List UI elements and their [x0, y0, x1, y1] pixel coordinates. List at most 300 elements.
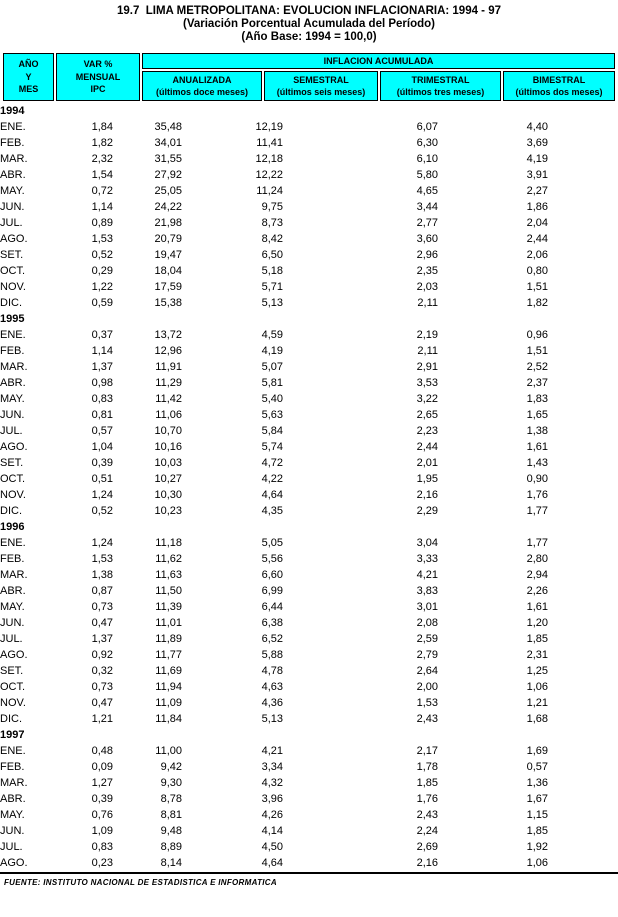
filler-cell: [548, 631, 618, 647]
month-label: DIC.: [0, 505, 22, 517]
value-cell: 0,39: [91, 793, 113, 805]
month-label: NOV.: [0, 489, 26, 501]
value-cell: 1,14: [91, 201, 113, 213]
value-cell: 2,65: [416, 409, 438, 421]
month-label: AGO.: [0, 441, 28, 453]
value-cell: 0,90: [526, 473, 548, 485]
value-cell: 1,22: [91, 281, 113, 293]
value-cell: 2,43: [416, 713, 438, 725]
filler-cell: [548, 343, 618, 359]
month-label: DIC.: [0, 713, 22, 725]
value-cell: 21,98: [154, 217, 182, 229]
value-cell: 11,63: [155, 569, 182, 581]
month-label: ENE.: [0, 121, 26, 133]
table-row: [0, 231, 618, 247]
filler-cell: [548, 183, 618, 199]
value-cell: 1,65: [526, 409, 548, 421]
value-cell: 5,63: [261, 409, 283, 421]
filler-cell: [548, 567, 618, 583]
value-cell: 11,41: [256, 137, 283, 149]
value-cell: 11,94: [155, 681, 182, 693]
filler-cell: [548, 695, 618, 711]
filler-cell: [548, 471, 618, 487]
month-label: ABR.: [0, 377, 26, 389]
table-row: [0, 583, 618, 599]
value-cell: 3,69: [526, 137, 548, 149]
year-label: 1997: [0, 729, 25, 741]
table-row: [0, 135, 618, 151]
value-cell: 15,38: [154, 297, 182, 309]
filler-cell: [548, 663, 618, 679]
value-cell: 2,91: [416, 361, 438, 373]
value-cell: 2,16: [416, 489, 438, 501]
value-cell: 0,73: [91, 601, 113, 613]
value-cell: 2,44: [526, 233, 548, 245]
value-cell: 3,34: [261, 761, 283, 773]
value-cell: 2,77: [416, 217, 438, 229]
filler-cell: [548, 391, 618, 407]
value-cell: 8,89: [160, 841, 182, 853]
value-cell: 3,96: [261, 793, 283, 805]
month-label: NOV.: [0, 281, 26, 293]
value-cell: 1,86: [526, 201, 548, 213]
value-cell: 1,54: [91, 169, 113, 181]
header-line: VAR %: [83, 59, 113, 70]
value-cell: 1,61: [526, 601, 548, 613]
table-row: [0, 183, 618, 199]
value-cell: 5,40: [261, 393, 283, 405]
value-cell: 1,53: [416, 697, 438, 709]
month-label: OCT.: [0, 265, 26, 277]
value-cell: 11,77: [155, 649, 182, 661]
table-row: [0, 503, 618, 519]
value-cell: 0,47: [91, 697, 113, 709]
value-cell: 1,69: [526, 745, 548, 757]
value-cell: 2,94: [526, 569, 548, 581]
value-cell: 1,85: [416, 777, 438, 789]
subcol-name: BIMESTRAL: [532, 74, 586, 85]
filler-cell: [548, 295, 618, 311]
value-cell: 1,84: [91, 121, 113, 133]
subcol-note: (últimos dos meses): [515, 87, 603, 97]
value-cell: 1,83: [526, 393, 548, 405]
value-cell: 6,52: [261, 633, 283, 645]
filler-cell: [548, 775, 618, 791]
value-cell: 1,24: [91, 489, 113, 501]
month-label: FEB.: [0, 345, 25, 357]
value-cell: 3,33: [416, 553, 438, 565]
value-cell: 4,50: [261, 841, 283, 853]
value-cell: 11,29: [155, 377, 182, 389]
table-row: [0, 119, 618, 135]
month-label: MAY.: [0, 393, 25, 405]
value-cell: 12,19: [255, 121, 283, 133]
value-cell: 1,95: [416, 473, 438, 485]
month-label: AGO.: [0, 233, 28, 245]
value-cell: 4,21: [416, 569, 438, 581]
value-cell: 0,51: [91, 473, 113, 485]
value-cell: 27,92: [154, 169, 182, 181]
subcol-note: (últimos doce meses): [155, 87, 248, 97]
value-cell: 1,38: [526, 425, 548, 437]
value-cell: 0,83: [91, 841, 113, 853]
month-label: MAY.: [0, 809, 25, 821]
month-label: SET.: [0, 665, 24, 677]
value-cell: 11,89: [155, 633, 182, 645]
value-cell: 13,72: [154, 329, 182, 341]
value-cell: 4,72: [261, 457, 283, 469]
value-cell: 4,19: [526, 153, 548, 165]
filler-cell: [548, 215, 618, 231]
filler-cell: [548, 359, 618, 375]
value-cell: 1,15: [526, 809, 548, 821]
table-header: [3, 53, 615, 101]
value-cell: 2,37: [526, 377, 548, 389]
filler-cell: [548, 151, 618, 167]
value-cell: 5,74: [261, 441, 283, 453]
year-row: [0, 519, 618, 535]
header-subcol-semestral: [264, 71, 378, 101]
value-cell: 0,47: [91, 617, 113, 629]
value-cell: 8,73: [261, 217, 283, 229]
filler-cell: [548, 199, 618, 215]
month-label: SET.: [0, 457, 24, 469]
filler-cell: [548, 807, 618, 823]
value-cell: 2,01: [416, 457, 438, 469]
value-cell: 12,18: [255, 153, 283, 165]
table-row: [0, 551, 618, 567]
value-cell: 2,11: [417, 345, 438, 357]
value-cell: 4,36: [261, 697, 283, 709]
header-group-inflacion-acumulada: [142, 53, 615, 101]
month-label: ABR.: [0, 585, 26, 597]
value-cell: 2,27: [526, 185, 548, 197]
value-cell: 1,38: [91, 569, 113, 581]
header-cell-year-month: [3, 53, 54, 101]
filler-cell: [548, 487, 618, 503]
value-cell: 34,01: [154, 137, 182, 149]
header-subcol-trimestral: [380, 71, 501, 101]
value-cell: 4,63: [261, 681, 283, 693]
filler-cell: [548, 599, 618, 615]
value-cell: 10,30: [154, 489, 182, 501]
value-cell: 9,75: [261, 201, 283, 213]
table-row: [0, 487, 618, 503]
table-row: [0, 535, 618, 551]
header-subcol-anualizada: [142, 71, 262, 101]
value-cell: 11,39: [155, 601, 182, 613]
filler-cell: [548, 791, 618, 807]
header-group-title: INFLACION ACUMULADA: [142, 53, 615, 69]
month-label: JUL.: [0, 425, 23, 437]
value-cell: 0,52: [91, 505, 113, 517]
value-cell: 2,03: [416, 281, 438, 293]
month-label: NOV.: [0, 697, 26, 709]
page-subtitle-1: (Variación Porcentual Acumulada del Período): [183, 18, 435, 30]
value-cell: 2,69: [416, 841, 438, 853]
value-cell: 0,87: [91, 585, 113, 597]
month-label: FEB.: [0, 761, 25, 773]
value-cell: 0,98: [91, 377, 113, 389]
value-cell: 1,36: [526, 777, 548, 789]
filler-cell: [548, 503, 618, 519]
value-cell: 1,78: [416, 761, 438, 773]
value-cell: 3,83: [416, 585, 438, 597]
month-label: MAR.: [0, 153, 28, 165]
value-cell: 24,22: [154, 201, 182, 213]
filler-cell: [548, 823, 618, 839]
month-label: MAR.: [0, 361, 28, 373]
table-row: [0, 327, 618, 343]
table-row: [0, 359, 618, 375]
month-label: FEB.: [0, 553, 25, 565]
value-cell: 5,81: [261, 377, 283, 389]
table-row: [0, 247, 618, 263]
month-label: OCT.: [0, 473, 26, 485]
value-cell: 10,03: [154, 457, 182, 469]
value-cell: 0,76: [91, 809, 113, 821]
year-row: [0, 103, 618, 119]
table-row: [0, 471, 618, 487]
table-row: [0, 679, 618, 695]
subcol-name: ANUALIZADA: [172, 74, 232, 85]
value-cell: 4,19: [261, 345, 283, 357]
value-cell: 2,79: [416, 649, 438, 661]
value-cell: 11,50: [155, 585, 182, 597]
value-cell: 2,17: [416, 745, 438, 757]
value-cell: 8,78: [160, 793, 182, 805]
filler-cell: [548, 759, 618, 775]
table-row: [0, 567, 618, 583]
table-row: [0, 375, 618, 391]
value-cell: 11,42: [155, 393, 182, 405]
value-cell: 2,16: [416, 857, 438, 869]
month-label: AGO.: [0, 649, 28, 661]
inflation-table: [0, 103, 618, 871]
value-cell: 1,67: [526, 793, 548, 805]
table-row: [0, 407, 618, 423]
table-row: [0, 439, 618, 455]
value-cell: 6,30: [416, 137, 438, 149]
value-cell: 10,23: [154, 505, 182, 517]
header-line: MENSUAL: [75, 71, 121, 82]
year-row: [0, 727, 618, 743]
value-cell: 11,18: [155, 537, 182, 549]
subcol-name: TRIMESTRAL: [411, 74, 470, 85]
value-cell: 1,43: [526, 457, 548, 469]
value-cell: 8,42: [261, 233, 283, 245]
value-cell: 12,96: [154, 345, 182, 357]
filler-cell: [548, 855, 618, 871]
value-cell: 31,55: [154, 153, 182, 165]
value-cell: 2,64: [416, 665, 438, 677]
value-cell: 1,76: [416, 793, 438, 805]
month-label: JUN.: [0, 617, 25, 629]
value-cell: 1,09: [91, 825, 113, 837]
table-row: [0, 855, 618, 871]
value-cell: 9,42: [160, 761, 182, 773]
value-cell: 1,68: [526, 713, 548, 725]
value-cell: 2,59: [416, 633, 438, 645]
filler-cell: [548, 135, 618, 151]
value-cell: 9,30: [160, 777, 182, 789]
value-cell: 1,53: [91, 553, 113, 565]
filler-cell: [548, 279, 618, 295]
value-cell: 3,22: [416, 393, 438, 405]
value-cell: 1,77: [526, 505, 548, 517]
value-cell: 5,71: [261, 281, 283, 293]
value-cell: 0,73: [91, 681, 113, 693]
value-cell: 0,09: [91, 761, 113, 773]
table-row: [0, 711, 618, 727]
value-cell: 2,44: [416, 441, 438, 453]
table-row: [0, 167, 618, 183]
value-cell: 6,50: [261, 249, 283, 261]
title-block: [0, 5, 618, 44]
value-cell: 0,59: [91, 297, 113, 309]
value-cell: 0,23: [91, 857, 113, 869]
value-cell: 3,01: [416, 601, 438, 613]
value-cell: 1,51: [526, 345, 548, 357]
value-cell: 6,07: [416, 121, 438, 133]
filler-cell: [548, 327, 618, 343]
filler-cell: [548, 231, 618, 247]
value-cell: 1,21: [526, 697, 548, 709]
page-title: 19.7 LIMA METROPOLITANA: EVOLUCION INFLACIONARIA: 1994 - 97: [116, 5, 501, 17]
month-label: ABR.: [0, 169, 26, 181]
month-label: JUN.: [0, 201, 25, 213]
value-cell: 1,51: [526, 281, 548, 293]
header-subcolumns: [142, 71, 615, 101]
table-row: [0, 695, 618, 711]
value-cell: 5,84: [261, 425, 283, 437]
value-cell: 3,60: [416, 233, 438, 245]
value-cell: 2,29: [416, 505, 438, 517]
value-cell: 4,32: [261, 777, 283, 789]
value-cell: 6,44: [261, 601, 283, 613]
filler-cell: [548, 167, 618, 183]
value-cell: 11,91: [155, 361, 182, 373]
value-cell: 6,10: [416, 153, 438, 165]
value-cell: 4,65: [416, 185, 438, 197]
value-cell: 0,72: [91, 185, 113, 197]
value-cell: 1,82: [91, 137, 113, 149]
value-cell: 0,37: [91, 329, 113, 341]
filler-cell: [548, 455, 618, 471]
value-cell: 12,22: [255, 169, 283, 181]
value-cell: 3,53: [416, 377, 438, 389]
value-cell: 35,48: [154, 121, 182, 133]
year-label: 1995: [0, 313, 25, 325]
value-cell: 3,04: [416, 537, 438, 549]
value-cell: 2,06: [526, 249, 548, 261]
subcol-note: (últimos seis meses): [276, 87, 366, 97]
value-cell: 1,21: [91, 713, 113, 725]
value-cell: 1,82: [526, 297, 548, 309]
header-line: AÑO: [18, 59, 39, 70]
header-line: IPC: [90, 84, 106, 95]
value-cell: 11,01: [155, 617, 182, 629]
value-cell: 0,83: [91, 393, 113, 405]
value-cell: 11,00: [155, 745, 182, 757]
table-row: [0, 279, 618, 295]
value-cell: 11,84: [155, 713, 182, 725]
year-row: [0, 311, 618, 327]
value-cell: 0,52: [91, 249, 113, 261]
value-cell: 4,35: [261, 505, 283, 517]
value-cell: 1,24: [91, 537, 113, 549]
value-cell: 2,96: [416, 249, 438, 261]
month-label: JUL.: [0, 841, 23, 853]
filler-cell: [548, 407, 618, 423]
table-row: [0, 455, 618, 471]
month-label: MAR.: [0, 777, 28, 789]
table-row: [0, 263, 618, 279]
value-cell: 5,80: [416, 169, 438, 181]
value-cell: 1,85: [526, 825, 548, 837]
value-cell: 5,05: [261, 537, 283, 549]
subcol-name: SEMESTRAL: [293, 74, 349, 85]
value-cell: 1,14: [91, 345, 113, 357]
filler-cell: [548, 263, 618, 279]
table-row: [0, 759, 618, 775]
table-row: [0, 199, 618, 215]
value-cell: 10,70: [154, 425, 182, 437]
header-line: MES: [18, 84, 39, 95]
value-cell: 11,62: [155, 553, 182, 565]
value-cell: 2,19: [416, 329, 438, 341]
month-label: MAY.: [0, 601, 25, 613]
value-cell: 5,13: [261, 297, 283, 309]
value-cell: 0,48: [91, 745, 113, 757]
filler-cell: [548, 439, 618, 455]
value-cell: 4,59: [261, 329, 283, 341]
table-row: [0, 599, 618, 615]
value-cell: 11,06: [155, 409, 182, 421]
year-label: 1994: [0, 105, 25, 117]
value-cell: 2,11: [417, 297, 438, 309]
value-cell: 4,26: [261, 809, 283, 821]
value-cell: 1,20: [526, 617, 548, 629]
filler-cell: [548, 247, 618, 263]
month-label: MAR.: [0, 569, 28, 581]
filler-cell: [548, 551, 618, 567]
header-subcol-bimestral: [503, 71, 615, 101]
month-label: MAY.: [0, 185, 25, 197]
value-cell: 3,91: [526, 169, 548, 181]
value-cell: 18,04: [154, 265, 182, 277]
value-cell: 6,38: [261, 617, 283, 629]
value-cell: 2,32: [91, 153, 113, 165]
table-row: [0, 823, 618, 839]
filler-cell: [548, 583, 618, 599]
value-cell: 6,99: [261, 585, 283, 597]
month-label: JUN.: [0, 825, 25, 837]
month-label: JUN.: [0, 409, 25, 421]
filler-cell: [548, 535, 618, 551]
value-cell: 10,16: [154, 441, 182, 453]
month-label: ENE.: [0, 537, 26, 549]
month-label: JUL.: [0, 217, 23, 229]
month-label: ENE.: [0, 329, 26, 341]
value-cell: 1,06: [526, 681, 548, 693]
value-cell: 2,23: [416, 425, 438, 437]
bottom-divider: [0, 872, 618, 874]
table-row: [0, 343, 618, 359]
value-cell: 5,13: [261, 713, 283, 725]
value-cell: 8,81: [160, 809, 182, 821]
month-label: OCT.: [0, 681, 26, 693]
